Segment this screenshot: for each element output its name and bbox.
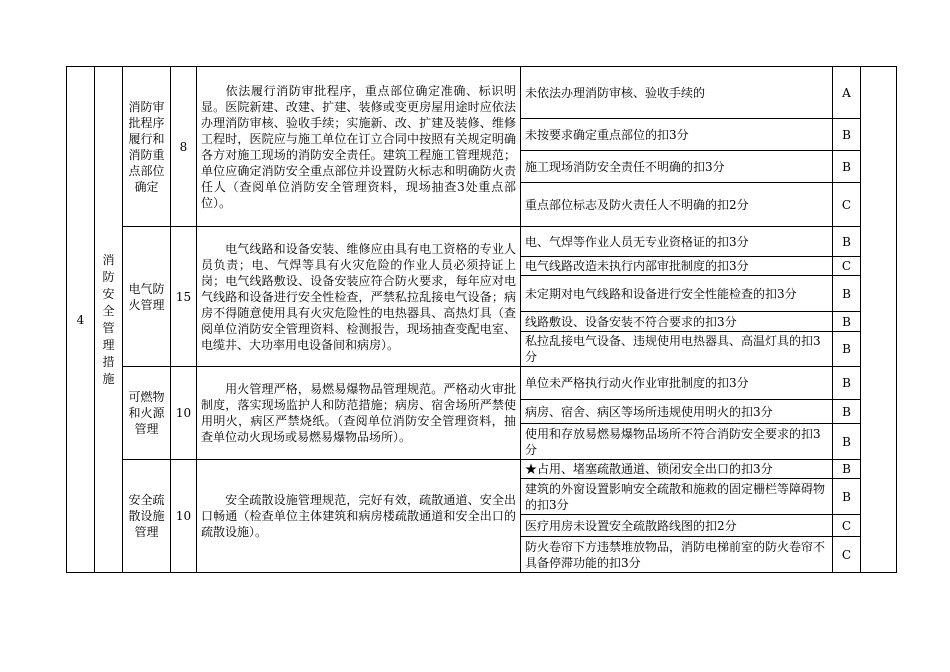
criterion-grade: B xyxy=(833,460,861,479)
criterion-text: 单位未严格执行动火作业审批制度的扣3分 xyxy=(521,367,833,400)
section-score: 8 xyxy=(171,67,197,227)
section-requirement: 安全疏散设施管理规范，完好有效，疏散通道、安全出口畅通（检查单位主体建筑和病房楼疏散通道和安全出口的疏散设施）。 xyxy=(197,460,521,573)
criterion-grade: B xyxy=(833,479,861,515)
criterion-text: 未依法办理消防审核、验收手续的 xyxy=(521,67,833,119)
criterion-text: 未定期对电气线路和设备进行安全性能检查的扣3分 xyxy=(521,276,833,312)
criterion-grade: B xyxy=(833,332,861,367)
section-name: 电气防火管理 xyxy=(123,227,171,367)
criterion-grade: B xyxy=(833,276,861,312)
section-requirement: 电气线路和设备安装、维修应由具有电工资格的专业人员负责；电、气焊等具有火灾危险的作业人员必须持证上岗；电气线路敷设、设备安装应符合防火要求，每年应对电气线路和设备进行安全性检查，严禁私拉乱接电气设备；病房不得随意使用具有火灾危险性的电热器具、高热灯具（查阅单位消防安全管理资料、检测报告，现场抽查变配电室、电缆井、大功率用电设备间和病房）。 xyxy=(197,227,521,367)
criterion-text: 建筑的外窗设置影响安全疏散和施救的固定栅栏等障碍物的扣3分 xyxy=(521,479,833,515)
criterion-grade: B xyxy=(833,400,861,424)
criterion-text: 防火卷帘下方违禁堆放物品，消防电梯前室的防火卷帘不具备停滞功能的扣3分 xyxy=(521,537,833,573)
criterion-text: 电、气焊等作业人员无专业资格证的扣3分 xyxy=(521,227,833,257)
criterion-grade: C xyxy=(833,257,861,276)
criterion-grade: A xyxy=(833,67,861,119)
criterion-grade: C xyxy=(833,515,861,537)
item-number: 4 xyxy=(67,67,95,573)
criterion-text: 重点部位标志及防火责任人不明确的扣2分 xyxy=(521,183,833,227)
criterion-text: 私拉乱接电气设备、违规使用电热器具、高温灯具的扣3分 xyxy=(521,332,833,367)
criterion-grade: B xyxy=(833,151,861,183)
criterion-grade: B xyxy=(833,227,861,257)
criterion-text: 医疗用房未设置安全疏散路线图的扣2分 xyxy=(521,515,833,537)
evaluation-table xyxy=(66,66,897,573)
criterion-text: 施工现场消防安全责任不明确的扣3分 xyxy=(521,151,833,183)
criterion-text: 病房、宿舍、病区等场所违规使用明火的扣3分 xyxy=(521,400,833,424)
section-name: 消防审批程序履行和消防重点部位确定 xyxy=(123,67,171,227)
blank-column xyxy=(861,67,897,573)
criterion-grade: B xyxy=(833,312,861,332)
section-name: 可燃物和火源管理 xyxy=(123,367,171,460)
category-label: 消防安全管理措施 xyxy=(95,67,123,573)
criterion-grade: C xyxy=(833,537,861,573)
section-name: 安全疏散设施管理 xyxy=(123,460,171,573)
criterion-grade: B xyxy=(833,424,861,460)
section-requirement: 依法履行消防审批程序，重点部位确定准确、标识明显。医院新建、改建、扩建、装修或变更房屋用途时应依法办理消防审核、验收手续；实施新、改、扩建及装修、维修工程时，医院应与施工单位在订立合同中按照有关规定明确各方对施工现场的消防安全责任。建筑工程施工管理规范；单位应确定消防安全重点部位并设置防火标志和明确防火责任人（查阅单位消防安全管理资料，现场抽查3处重点部位）。 xyxy=(197,67,521,227)
criterion-grade: B xyxy=(833,119,861,151)
section-score: 10 xyxy=(171,367,197,460)
criterion-text: 线路敷设、设备安装不符合要求的扣3分 xyxy=(521,312,833,332)
criterion-text: ★占用、堵塞疏散通道、锁闭安全出口的扣3分 xyxy=(521,460,833,479)
criterion-text: 电气线路改造未执行内部审批制度的扣3分 xyxy=(521,257,833,276)
section-score: 10 xyxy=(171,460,197,573)
criterion-text: 使用和存放易燃易爆物品场所不符合消防安全要求的扣3分 xyxy=(521,424,833,460)
criterion-grade: B xyxy=(833,367,861,400)
criterion-text: 未按要求确定重点部位的扣3分 xyxy=(521,119,833,151)
section-requirement: 用火管理严格，易燃易爆物品管理规范。严格动火审批制度，落实现场监护人和防范措施；病房、宿舍场所严禁使用明火，病区严禁烧纸。（查阅单位消防安全管理资料，抽查单位动火现场或易燃易爆物品场所）。 xyxy=(197,367,521,460)
section-score: 15 xyxy=(171,227,197,367)
criterion-grade: C xyxy=(833,183,861,227)
